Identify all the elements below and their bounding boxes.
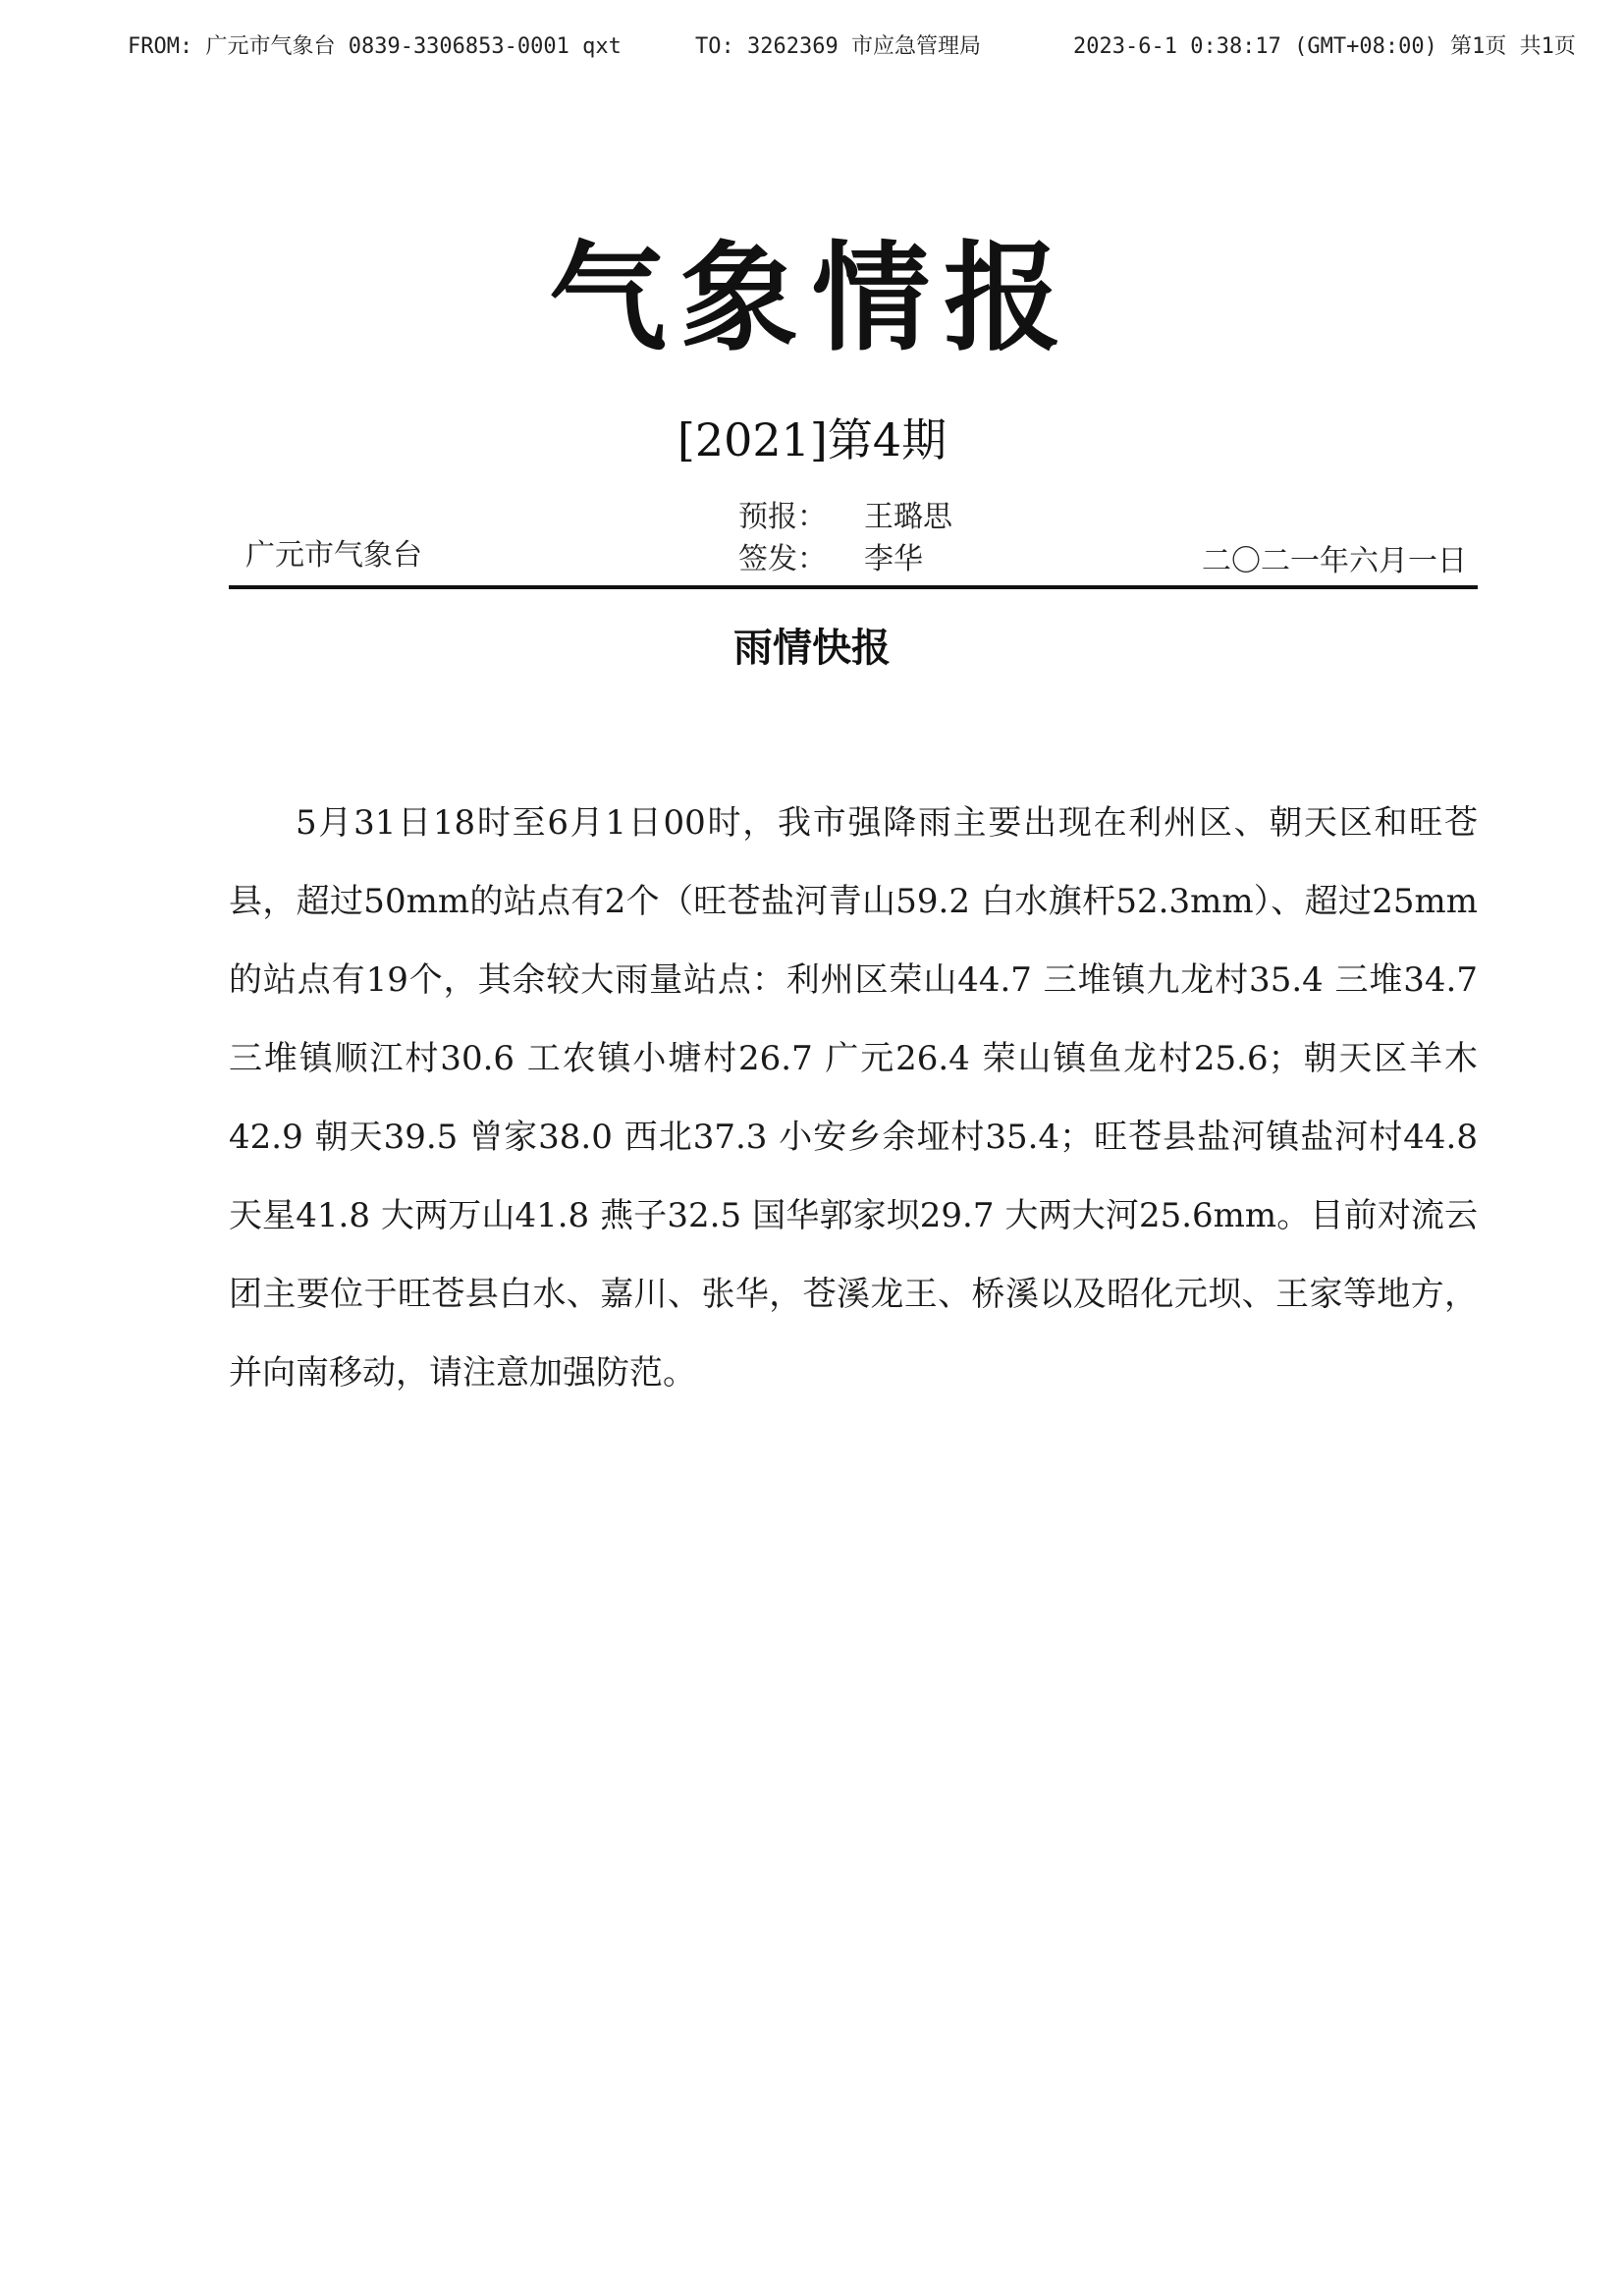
- header-divider: [229, 585, 1478, 589]
- fax-timestamp: 2023-6-1 0:38:17 (GMT+08:00) 第1页 共1页: [1073, 34, 1576, 59]
- issuer-label: 签发：: [738, 542, 827, 576]
- document-title: 气象情报: [549, 231, 1075, 367]
- fax-sender: FROM: 广元市气象台 0839-3306853-0001 qxt: [128, 34, 622, 59]
- issue-number: [2021]第4期: [677, 413, 947, 466]
- forecaster-label: 预报：: [738, 500, 827, 534]
- forecaster-name: 王璐思: [864, 500, 952, 534]
- issuer-name: 李华: [864, 542, 923, 576]
- section-title: 雨情快报: [733, 626, 891, 671]
- report-body: 5月31日18时至6月1日00时，我市强降雨主要出现在利州区、朝天区和旺苍县，超过50mm的站点有2个（旺苍盐河青山59.2 白水旗杆52.3mm）、超过25mm的站点有19个，其余较大雨量站点：利州区荣山44.7 三堆镇九龙村35.4 三堆34.7 三堆镇顺江村30.6 工农镇小塘村26.7 广元26.4 荣山镇鱼龙村25.6；朝天区羊木42.9 朝天39.5 曾家38.0 西北37.3 小安乡余垭村35.4；旺苍县盐河镇盐河村44.8 天星41.8 大两万山41.8 燕子32.5 国华郭家坝29.7 大两大河25.6mm。目前对流云团主要位于旺苍县白水、嘉川、张华，苍溪龙王、桥溪以及昭化元坝、王家等地方，并向南移动，请注意加强防范。: [229, 803, 1478, 1393]
- organization-name: 广元市气象台: [245, 538, 422, 573]
- fax-header: [128, 29, 1604, 65]
- fax-recipient: TO: 3262369 市应急管理局: [695, 34, 981, 59]
- issue-date: 二〇二一年六月一日: [1202, 544, 1467, 578]
